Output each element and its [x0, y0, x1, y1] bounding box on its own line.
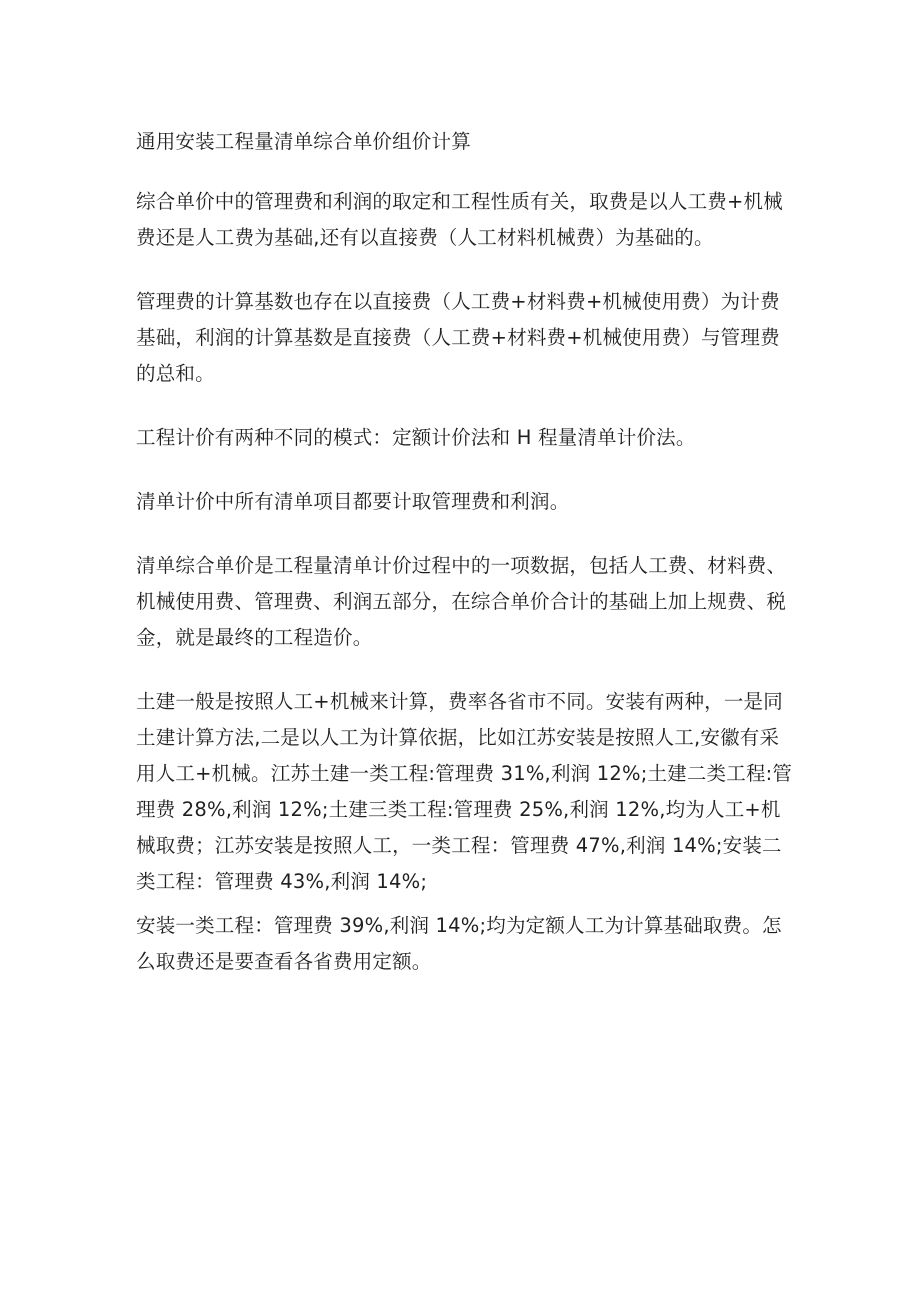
paragraph-rates-examples: 土建一般是按照人工+机械来计算，费率各省市不同。安装有两种，一是同土建计算方法,二是以人工为计算依据，比如江苏安装是按照人工,安徽有采用人工+机械。江苏土建一类工程:管理费 31%,利润 12%;土建二类工程:管理费 28%,利润 12%;土建三类工程:管理费 25%,利润 12%,均为人工+机械取费；江苏安装是按照人工，一类工程：管理费 47%,利润 14%;安装二类工程：管理费 43%,利润 14%;	[136, 690, 793, 893]
paragraph-bill-items: 清单计价中所有清单项目都要计取管理费和利润。	[136, 490, 570, 513]
document-title: 通用安装工程量清单综合单价组价计算	[136, 130, 471, 153]
paragraph-installation-rates: 安装一类工程：管理费 39%,利润 14%;均为定额人工为计算基础取费。怎么取费还是要查看各省费用定额。	[136, 914, 782, 973]
document-page	[136, 124, 796, 980]
paragraph-comprehensive-unit-price: 综合单价中的管理费和利润的取定和工程性质有关，取费是以人工费+机械费还是人工费为基础,还有以直接费（人工材料机械费）为基础的。	[136, 190, 783, 249]
paragraph-unit-price-components: 清单综合单价是工程量清单计价过程中的一项数据，包括人工费、材料费、机械使用费、管理费、利润五部分，在综合单价合计的基础上加上规费、税金，就是最终的工程造价。	[136, 554, 787, 649]
paragraph-pricing-modes: 工程计价有两种不同的模式：定额计价法和 H 程量清单计价法。	[136, 426, 696, 449]
paragraph-management-fee-base: 管理费的计算基数也存在以直接费（人工费+材料费+机械使用费）为计费基础，利润的计算基数是直接费（人工费+材料费+机械使用费）与管理费的总和。	[136, 290, 780, 385]
